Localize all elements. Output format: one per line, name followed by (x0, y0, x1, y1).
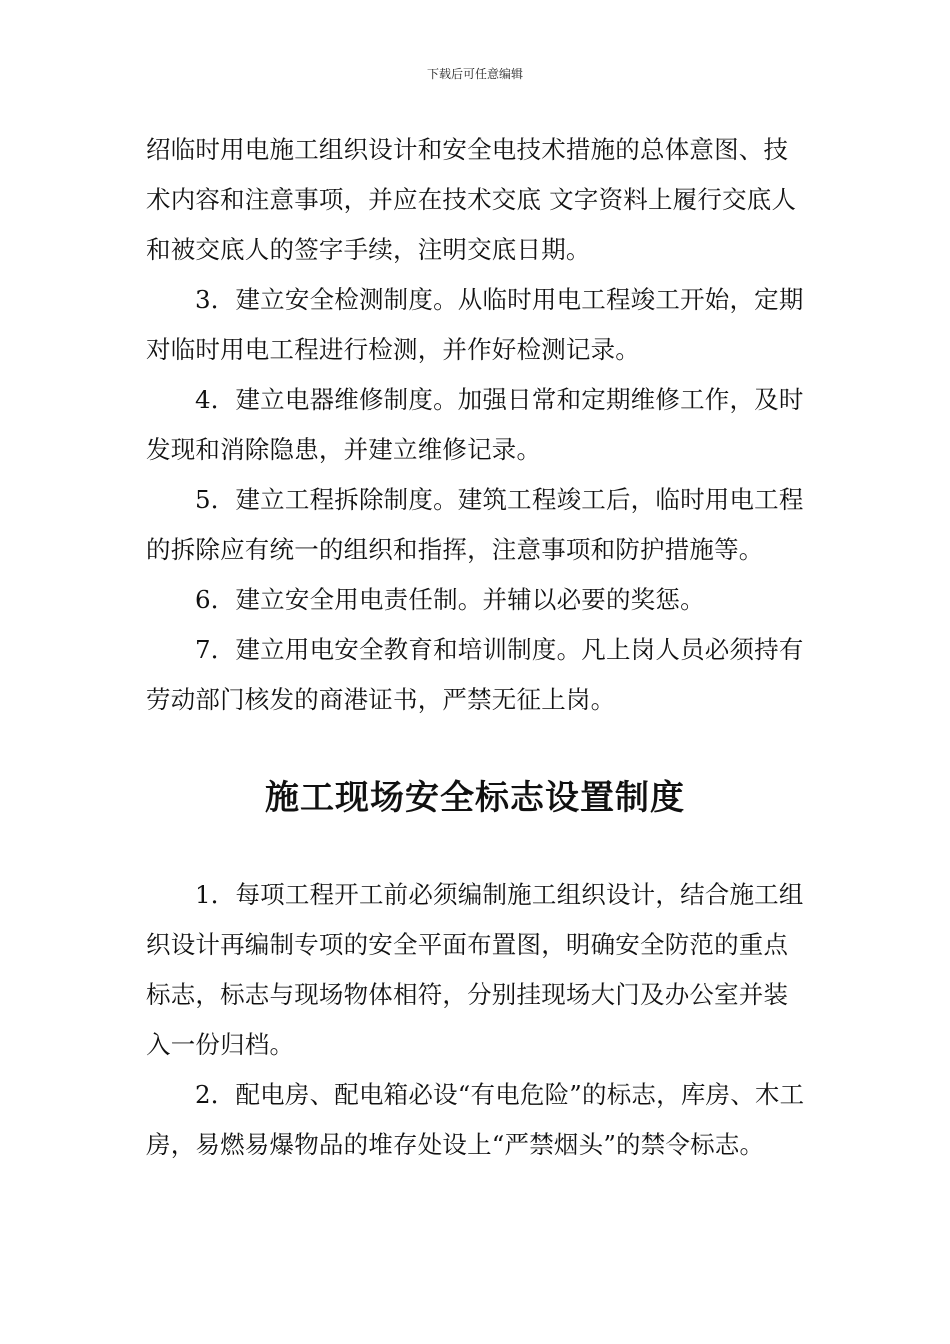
paragraph-item-1: 1．每项工程开工前必须编制施工组织设计，结合施工组织设计再编制专项的安全平面布置图，明确安全防范的重点标志，标志与现场物体相符，分别挂现场大门及办公室并装入一份归档。 (146, 880, 804, 1059)
paragraph-item-5: 5．建立工程拆除制度。建筑工程竣工后，临时用电工程的拆除应有统一的组织和指挥，注意事项和防护措施等。 (146, 485, 804, 564)
paragraph-item-3: 3．建立安全检测制度。从临时用电工程竣工开始，定期对临时用电工程进行检测，并作好检测记录。 (146, 285, 804, 364)
section-electrical-rules (146, 125, 808, 725)
paragraph-continued: 绍临时用电施工组织设计和安全电技术措施的总体意图、技术内容和注意事项，并应在技术交底 文字资料上履行交底人和被交底人的签字手续，注明交底日期。 (146, 135, 797, 264)
paragraph-item-7: 7．建立用电安全教育和培训制度。凡上岗人员必须持有劳动部门核发的商港证书，严禁无征上岗。 (146, 635, 804, 714)
page-header-note: 下载后可任意编辑 (426, 67, 523, 81)
section-safety-signs (146, 870, 808, 1170)
paragraph-item-6: 6．建立安全用电责任制。并辅以必要的奖惩。 (195, 585, 705, 614)
paragraph-item-2: 2．配电房、配电箱必设“有电危险”的标志，库房、木工房，易燃易爆物品的堆存处设上“严禁烟头”的禁令标志。 (146, 1080, 805, 1159)
paragraph-item-4: 4．建立电器维修制度。加强日常和定期维修工作，及时发现和消除隐患，并建立维修记录。 (146, 385, 804, 464)
section-heading: 施工现场安全标志设置制度 (265, 778, 685, 818)
